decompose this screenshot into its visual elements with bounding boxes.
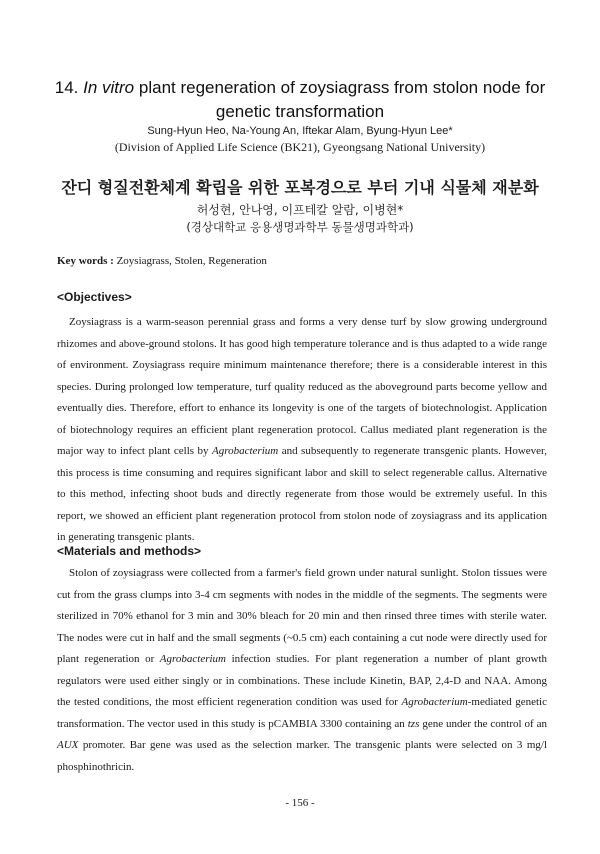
title-rest: plant regeneration of zoysiagrass from stolon node for genetic transformation: [138, 78, 546, 121]
objectives-paragraph: [57, 312, 547, 549]
keywords-label: Key words :: [57, 255, 114, 267]
title-number: 14.: [54, 78, 79, 97]
page-number: - 156 -: [285, 797, 315, 809]
methods-heading: <Materials and methods>: [57, 544, 202, 558]
keywords-line: [57, 254, 267, 268]
paper-title-ko: 잔디 형질전환체계 확립을 위한 포복경으로 부터 기내 식물체 재분화: [61, 178, 539, 197]
objectives-agrobacterium: Agrobacterium: [212, 445, 279, 457]
affiliation-ko: (경상대학교 응용생명과학부 동물생명과학과): [186, 220, 414, 234]
methods-text-3: -mediated genetic transformation. The vector used in this study is pCAMBIA 3300 containing an: [57, 696, 547, 730]
objectives-text-2: and subsequently to regenerate transgenic plants. However, this process is time consuming and requires significant labor and skill to select regenerable callus. Alternative to this method, infecting shoot buds and directly regenerate from those would be extremely useful. In this report, we showed an efficient plant regeneration protocol from stolon node of zoysiagrass and its application in generating transgenic plants.: [57, 445, 548, 543]
methods-agrobacterium-2: Agrobacterium: [401, 696, 468, 708]
keywords-value: Zoysiagrass, Stolen, Regeneration: [116, 255, 267, 267]
methods-aux-promoter: AUX: [57, 739, 79, 751]
methods-paragraph: [57, 563, 547, 778]
authors-ko: 허성현, 안나영, 이프테칼 알람, 이병현*: [196, 203, 404, 217]
authors-en: Sung-Hyun Heo, Na-Young An, Iftekar Alam, Byung-Hyun Lee*: [147, 125, 453, 137]
methods-text-5: promoter. Bar gene was used as the selection marker. The transgenic plants were selected on 3 mg/l phosphinothricin.: [57, 739, 547, 773]
objectives-text-1: Zoysiagrass is a warm-season perennial grass and forms a very dense turf by slow growing underground rhizomes and above-ground stolons. It has good high temperature tolerance and is thus adapted to a wide range of environment. Zoysiagrass require minimum maintenance therefore; there is a considerable interest in this species. During prolonged low temperature, turf quality reduced as the aboveground parts become yellow and eventually dies. Therefore, effort to enhance its longevity is one of the targets of biotechnologist. Application of biotechnology requires an efficient plant regeneration protocol. Callus mediated plant regeneration is the major way to infect plant cells by: [57, 316, 547, 457]
affiliation-en: (Division of Applied Life Science (BK21), Gyeongsang National University): [114, 140, 486, 154]
objectives-heading: <Objectives>: [57, 290, 132, 304]
methods-agrobacterium-1: Agrobacterium: [159, 653, 226, 665]
methods-tzs-gene: tzs: [407, 717, 420, 730]
methods-text-2: infection studies. For plant regeneration a number of plant growth regulators were used either singly or in combinations. These include Kinetin, BAP, 2,4-D and NAA. Among the tested conditions, the most efficient regeneration condition was used for: [57, 653, 547, 708]
title-italic-term: In vitro: [83, 78, 135, 97]
paper-title-en: [40, 76, 560, 124]
methods-text-4: gene under the control of an: [422, 717, 548, 730]
methods-text-1: Stolon of zoysiagrass were collected from a farmer's field grown under natural sunlight. Stolon tissues were cut from the grass clumps into 3-4 cm segments with nodes in the middle of the segments. The segments were sterilized in 70% ethanol for 3 min and 30% bleach for 20 min and then rinsed three times with sterile water. The nodes were cut in half and the small segments (~0.5 cm) each containing a cut node were directly used for plant regeneration or: [57, 567, 547, 665]
